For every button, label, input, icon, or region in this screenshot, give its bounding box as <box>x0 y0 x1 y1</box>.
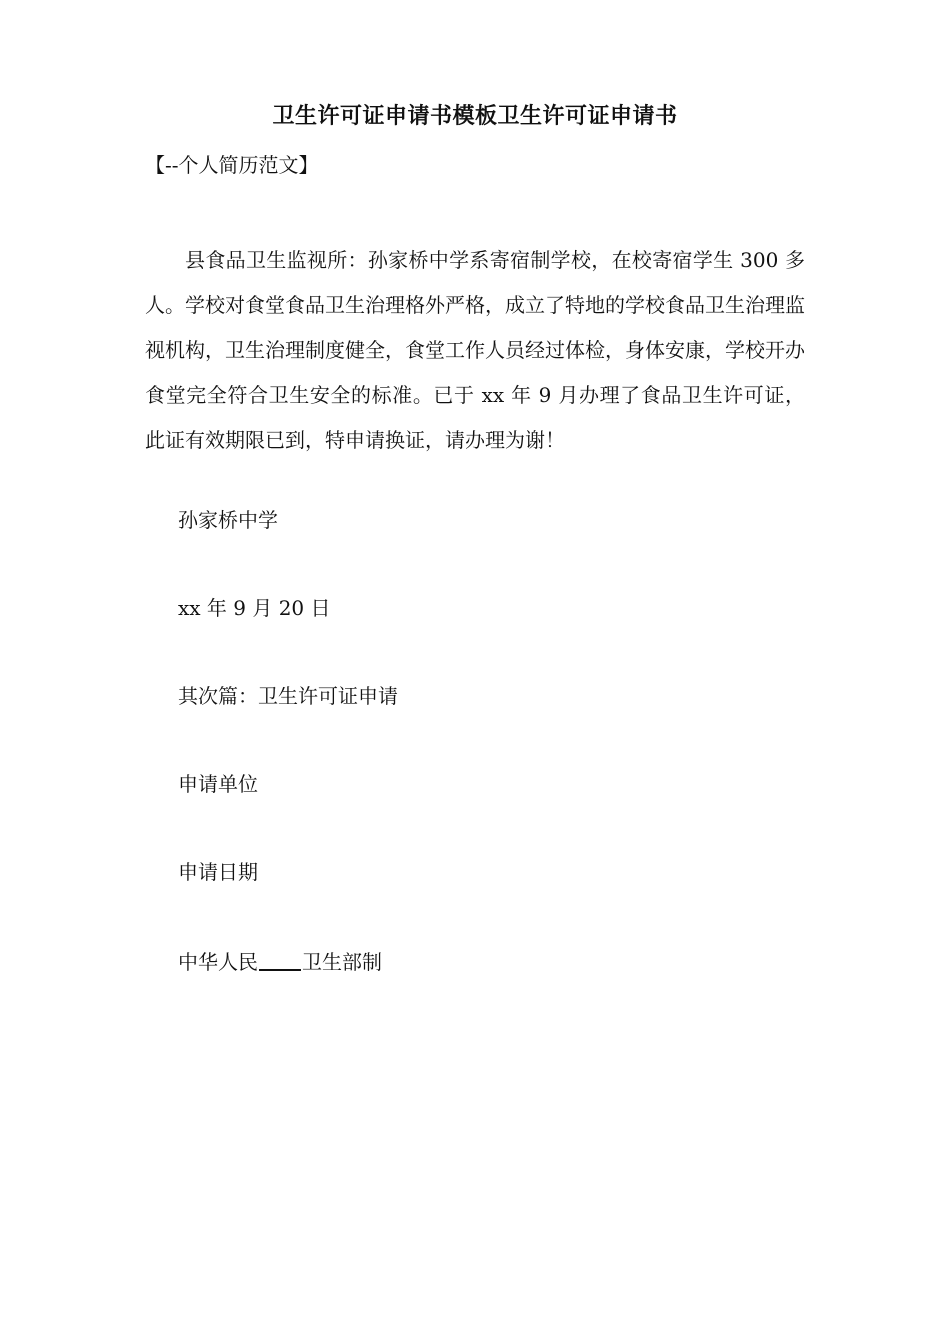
applicant-unit-label: 申请单位 <box>178 772 258 796</box>
document-title: 卫生许可证申请书模板卫生许可证申请书 <box>272 104 678 129</box>
footer-blank-line <box>259 949 301 971</box>
second-heading: 其次篇：卫生许可证申请 <box>178 684 398 708</box>
signature-date: xx 年 9 月 20 日 <box>178 596 331 620</box>
body-paragraph: 县食品卫生监视所：孙家桥中学系寄宿制学校，在校寄宿学生 300 多人。学校对食堂食品卫生治理格外严格，成立了特地的学校食品卫生治理监视机构，卫生治理制度健全，食堂工作人员经过体检，身体安康，学校开办食堂完全符合卫生安全的标准。已于 xx 年 9 月办理了食品卫生许可证，此证有效期限已到，特申请换证，请办理为谢！ <box>145 248 805 452</box>
document-subtitle: 【--个人简历范文】 <box>145 153 319 177</box>
application-date-label: 申请日期 <box>178 860 258 884</box>
footer-issuer-left: 中华人民 <box>178 950 258 974</box>
signature-school: 孙家桥中学 <box>178 508 278 532</box>
footer-issuer-right: 卫生部制 <box>302 950 382 974</box>
footer-issuer <box>178 947 382 977</box>
